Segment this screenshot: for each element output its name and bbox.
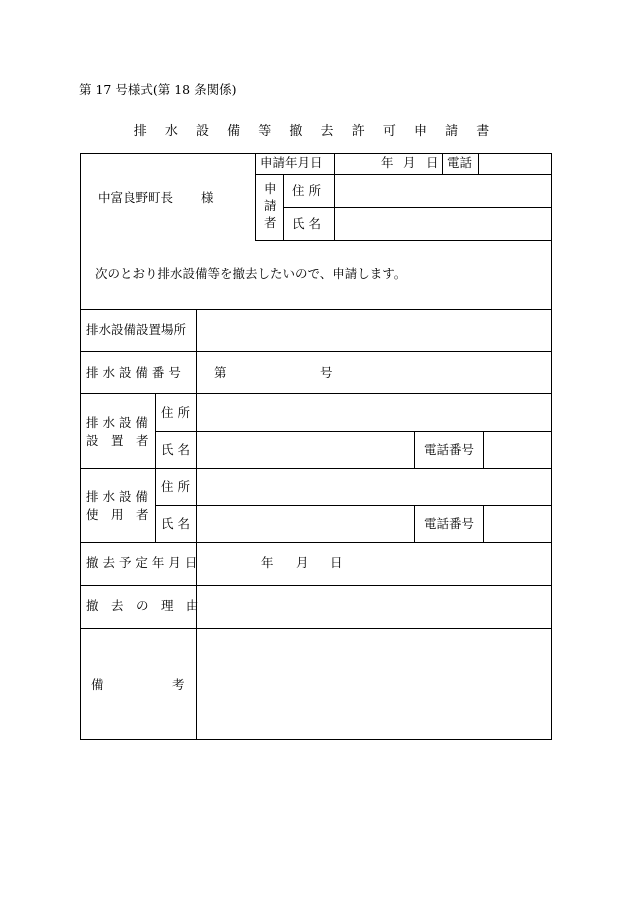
header-divider-fields [334, 174, 335, 240]
row-line-3 [80, 393, 552, 394]
user-phone-label: 電話番号 [424, 516, 475, 531]
header-divider-applicant [283, 174, 284, 240]
header-divider-date [255, 174, 551, 175]
sub-label-divider [155, 393, 156, 542]
document-title: 排 水 設 備 等 撤 去 許 可 申 請 書 [133, 124, 497, 139]
removal-month: 月 [296, 555, 309, 570]
row-line-installer-mid [155, 431, 552, 432]
form-number: 第 17 号様式(第 18 条関係) [79, 82, 237, 97]
drainage-number-label: 排 水 設 備 番 号 [86, 365, 181, 380]
user-label-2: 使 用 者 [86, 507, 149, 522]
header-divider-bottom [255, 240, 551, 241]
row-line-user-mid [155, 505, 552, 506]
application-date-year: 年 [381, 155, 394, 170]
installer-label-1: 排 水 設 備 [86, 415, 148, 430]
applicant-label-1: 申 [264, 181, 277, 196]
header-divider-phone-right [478, 153, 479, 174]
honorific: 様 [201, 190, 214, 205]
applicant-address-label: 住 所 [292, 183, 321, 198]
installer-address-label: 住 所 [161, 405, 190, 420]
applicant-label-3: 者 [264, 215, 277, 230]
number-suffix: 号 [320, 365, 333, 380]
removal-date-label: 撤 去 予 定 年 月 日 [86, 555, 198, 570]
row-line-2 [80, 351, 552, 352]
header-divider-left [255, 153, 256, 241]
label-column-divider [196, 309, 197, 739]
user-label-1: 排 水 設 備 [86, 489, 148, 504]
table-border-right [551, 153, 552, 739]
phone-label: 電話 [447, 155, 473, 170]
removal-day: 日 [330, 555, 343, 570]
application-date-label: 申請年月日 [260, 155, 323, 170]
user-phone-right [483, 505, 484, 542]
addressee: 中富良野町長 [98, 190, 174, 205]
request-sentence: 次のとおり排水設備等を撤去したいので、申請します。 [95, 266, 407, 281]
table-border-top [80, 153, 552, 154]
remarks-label-1: 備 [91, 677, 104, 692]
installer-phone-left [414, 431, 415, 468]
installer-label-2: 設 置 者 [86, 433, 149, 448]
installer-phone-right [483, 431, 484, 468]
row-line-5 [80, 542, 552, 543]
row-line-1 [80, 309, 552, 310]
header-divider-date-label [334, 153, 335, 174]
header-divider-address [283, 207, 551, 208]
table-border-left [80, 153, 81, 739]
remarks-label-2: 考 [172, 677, 185, 692]
row-line-6 [80, 585, 552, 586]
applicant-label-2: 請 [264, 198, 277, 213]
user-phone-left [414, 505, 415, 542]
table-border-bottom [80, 739, 552, 740]
reason-label: 撤 去 の 理 由 [86, 598, 199, 613]
installer-name-label: 氏 名 [161, 442, 190, 457]
location-label: 排水設備設置場所 [86, 322, 187, 337]
user-name-label: 氏 名 [161, 516, 190, 531]
row-line-4 [80, 468, 552, 469]
user-address-label: 住 所 [161, 479, 190, 494]
removal-year: 年 [261, 555, 274, 570]
application-date-day: 日 [426, 155, 439, 170]
application-date-month: 月 [403, 155, 416, 170]
number-prefix: 第 [214, 365, 227, 380]
installer-phone-label: 電話番号 [424, 442, 475, 457]
header-divider-phone-left [442, 153, 443, 174]
applicant-name-label: 氏 名 [292, 216, 321, 231]
row-line-7 [80, 628, 552, 629]
